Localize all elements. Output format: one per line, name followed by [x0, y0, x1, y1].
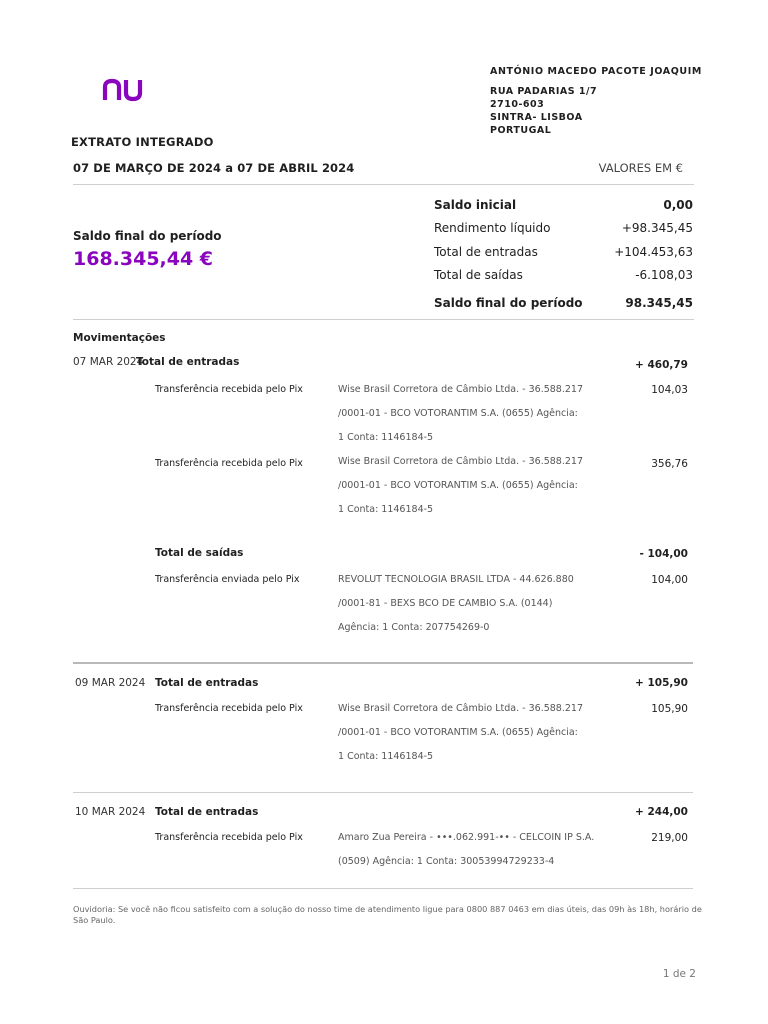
- address-city: SINTRA- LISBOA: [490, 112, 583, 123]
- transaction-detail: Wise Brasil Corretora de Câmbio Ltda. - 36.588.217 /0001-01 - BCO VOTORANTIM S.A. (0655) Agência: 1 Conta: 1146184-5: [338, 384, 583, 443]
- currency-note: VALORES EM €: [598, 161, 683, 175]
- final-balance-label: Saldo final do período: [73, 229, 222, 243]
- transaction-amount: 356,76: [651, 458, 688, 470]
- movement-date: 10 MAR 2024: [75, 806, 146, 818]
- summary-row: [434, 296, 693, 310]
- page-number: 1 de 2: [662, 968, 696, 980]
- transaction-detail: Amaro Zua Pereira - •••.062.991-•• - CELCOIN IP S.A. (0509) Agência: 1 Conta: 30053994729233-4: [338, 832, 595, 867]
- ombudsman-note: Ouvidoria: Se você não ficou satisfeito com a solução do nosso time de atendimento ligue para 0800 887 0463 em dias úteis, das 09h às 18h, horário de São Paulo.: [73, 904, 702, 925]
- transaction-detail: Wise Brasil Corretora de Câmbio Ltda. - 36.588.217 /0001-01 - BCO VOTORANTIM S.A. (0655) Agência: 1 Conta: 1146184-5: [338, 703, 583, 762]
- transaction-description: Transferência recebida pelo Pix: [155, 703, 303, 714]
- address-country: PORTUGAL: [490, 125, 552, 136]
- summary-row: [434, 221, 693, 235]
- outgoing-total-value: - 104,00: [639, 548, 688, 560]
- transaction-amount: 105,90: [651, 703, 688, 715]
- transaction-description: Transferência recebida pelo Pix: [155, 458, 303, 469]
- incoming-total-label: Total de entradas: [155, 677, 259, 689]
- summary-value: +98.345,45: [621, 221, 693, 235]
- customer-name: ANTÓNIO MACEDO PACOTE JOAQUIM: [490, 66, 702, 77]
- transaction-detail: REVOLUT TECNOLOGIA BRASIL LTDA - 44.626.880 /0001-81 - BEXS BCO DE CAMBIO S.A. (0144) Agência: 1 Conta: 207754269-0: [338, 574, 574, 633]
- movement-date: 07 MAR 2024: [73, 356, 144, 368]
- incoming-total-value: + 105,90: [635, 677, 688, 689]
- summary-label: Saldo final do período: [434, 296, 583, 310]
- transaction-description: Transferência enviada pelo Pix: [155, 574, 300, 585]
- summary-value: 98.345,45: [625, 296, 693, 310]
- outgoing-total-label: Total de saídas: [155, 547, 244, 559]
- summary-label: Total de saídas: [434, 268, 523, 282]
- nubank-logo-icon: [102, 78, 148, 102]
- summary-label: Saldo inicial: [434, 198, 517, 212]
- summary-value: +104.453,63: [614, 245, 693, 259]
- summary-row: [434, 245, 693, 259]
- transaction-amount: 104,00: [651, 574, 688, 586]
- incoming-total-label: Total de entradas: [136, 356, 240, 368]
- summary-value: -6.108,03: [635, 268, 693, 282]
- incoming-total-value: + 460,79: [635, 359, 688, 371]
- summary-row: [434, 268, 693, 282]
- document-title: EXTRATO INTEGRADO: [71, 135, 214, 149]
- divider: [73, 888, 693, 889]
- transaction-detail: Wise Brasil Corretora de Câmbio Ltda. - 36.588.217 /0001-01 - BCO VOTORANTIM S.A. (0655) Agência: 1 Conta: 1146184-5: [338, 456, 583, 515]
- transaction-description: Transferência recebida pelo Pix: [155, 832, 303, 843]
- transaction-amount: 104,03: [651, 384, 688, 396]
- divider: [73, 792, 693, 793]
- transaction-description: Transferência recebida pelo Pix: [155, 384, 303, 395]
- movements-title: Movimentações: [73, 332, 166, 344]
- incoming-total-value: + 244,00: [635, 806, 688, 818]
- summary-label: Total de entradas: [434, 245, 538, 259]
- address-postal: 2710-603: [490, 99, 545, 110]
- movement-date: 09 MAR 2024: [75, 677, 146, 689]
- divider: [73, 319, 694, 320]
- statement-period: 07 DE MARÇO DE 2024 a 07 DE ABRIL 2024: [73, 161, 355, 175]
- incoming-total-label: Total de entradas: [155, 806, 259, 818]
- divider: [73, 184, 694, 185]
- summary-value: 0,00: [663, 198, 693, 212]
- summary-row: [434, 198, 693, 212]
- transaction-amount: 219,00: [651, 832, 688, 844]
- summary-label: Rendimento líquido: [434, 221, 551, 235]
- divider: [73, 662, 693, 664]
- final-balance-amount: 168.345,44 €: [73, 248, 214, 270]
- address-street: RUA PADARIAS 1/7: [490, 86, 598, 97]
